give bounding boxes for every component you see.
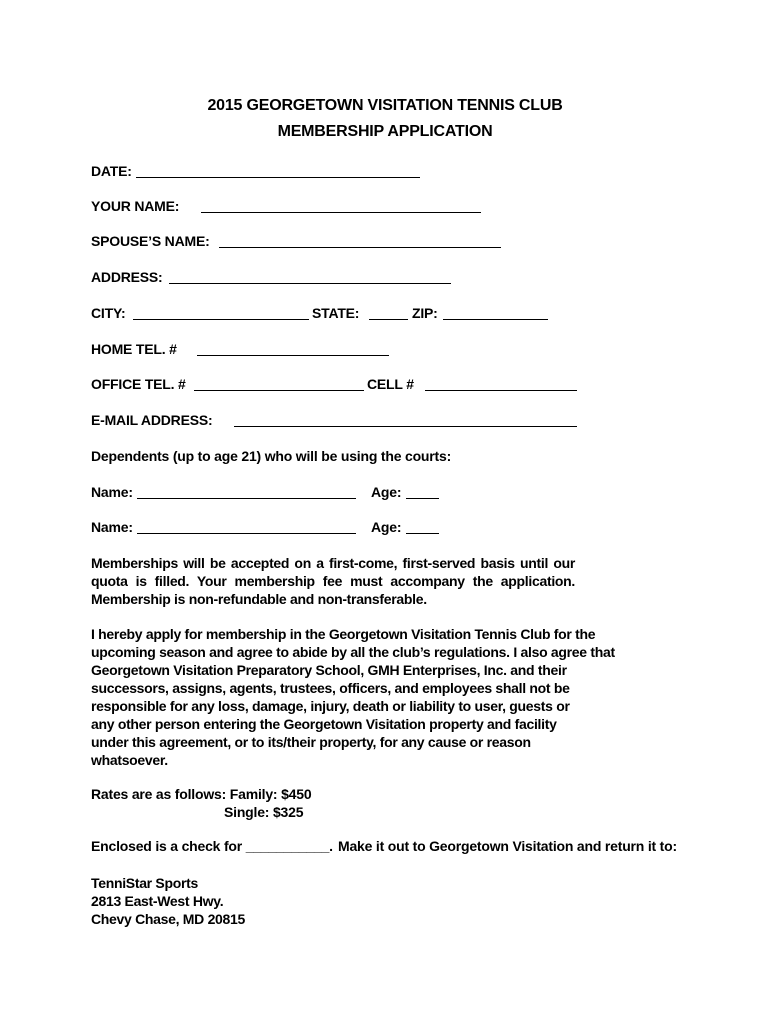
title-line-2: MEMBERSHIP APPLICATION: [277, 123, 493, 140]
return-address-line: Chevy Chase, MD 20815: [91, 911, 246, 927]
agreement-line: whatsoever.: [91, 752, 168, 768]
dependent-age-field[interactable]: [406, 533, 439, 534]
cell-label: CELL #: [367, 376, 414, 392]
email-field[interactable]: [234, 426, 577, 427]
rates-family: Rates are as follows: Family: $450: [91, 786, 312, 802]
state-label: STATE:: [312, 305, 360, 321]
dependent-age-field[interactable]: [406, 498, 439, 499]
agreement-paragraph: [91, 625, 615, 769]
policy-line: Membership is non-refundable and non-transferable.: [91, 591, 427, 607]
your-name-field[interactable]: [201, 212, 481, 213]
spouse-name-label: SPOUSE’S NAME:: [91, 233, 210, 249]
home-tel-label: HOME TEL. #: [91, 341, 177, 357]
cell-field[interactable]: [425, 390, 577, 391]
agreement-line: any other person entering the Georgetown Visitation property and facility: [91, 716, 557, 732]
dependent-age-label: Age:: [371, 484, 402, 500]
state-field[interactable]: [369, 319, 408, 320]
return-address-line: 2813 East-West Hwy.: [91, 893, 224, 909]
date-field[interactable]: [136, 177, 420, 178]
agreement-line: Georgetown Visitation Preparatory School, GMH Enterprises, Inc. and their: [91, 662, 567, 678]
agreement-line: successors, assigns, agents, trustees, officers, and employees shall not be: [91, 680, 570, 696]
enclosed-check-text: Enclosed is a check for ___________.: [91, 838, 333, 854]
email-label: E-MAIL ADDRESS:: [91, 412, 213, 428]
address-field[interactable]: [169, 283, 451, 284]
city-label: CITY:: [91, 305, 126, 321]
dependents-heading: Dependents (up to age 21) who will be using the courts:: [91, 448, 452, 464]
dependent-name-field[interactable]: [137, 533, 356, 534]
city-field[interactable]: [133, 319, 309, 320]
policy-line: quota is filled. Your membership fee must accompany the application.: [91, 573, 575, 589]
office-tel-label: OFFICE TEL. #: [91, 376, 186, 392]
zip-label: ZIP:: [412, 305, 438, 321]
dependent-name-label: Name:: [91, 519, 133, 535]
agreement-line: upcoming season and agree to abide by all the club’s regulations. I also agree that: [91, 644, 615, 660]
dependent-age-label: Age:: [371, 519, 402, 535]
rates-single: Single: $325: [224, 804, 304, 820]
policy-line: Memberships will be accepted on a first-come, first-served basis until our: [91, 555, 575, 571]
enclosed-instructions: Make it out to Georgetown Visitation and return it to:: [338, 838, 677, 854]
address-label: ADDRESS:: [91, 269, 163, 285]
date-label: DATE:: [91, 163, 132, 179]
return-address-line: TenniStar Sports: [91, 875, 198, 891]
dependent-name-field[interactable]: [137, 498, 356, 499]
office-tel-field[interactable]: [194, 390, 364, 391]
agreement-line: under this agreement, or to its/their property, for any cause or reason: [91, 734, 531, 750]
agreement-line: responsible for any loss, damage, injury, death or liability to user, guests or: [91, 698, 570, 714]
your-name-label: YOUR NAME:: [91, 198, 180, 214]
spouse-name-field[interactable]: [219, 247, 501, 248]
agreement-line: I hereby apply for membership in the Georgetown Visitation Tennis Club for the: [91, 626, 596, 642]
home-tel-field[interactable]: [197, 355, 389, 356]
return-address: [91, 874, 245, 928]
policy-paragraph: [91, 554, 575, 608]
zip-field[interactable]: [443, 319, 548, 320]
dependent-name-label: Name:: [91, 484, 133, 500]
title-line-1: 2015 GEORGETOWN VISITATION TENNIS CLUB: [207, 97, 563, 114]
